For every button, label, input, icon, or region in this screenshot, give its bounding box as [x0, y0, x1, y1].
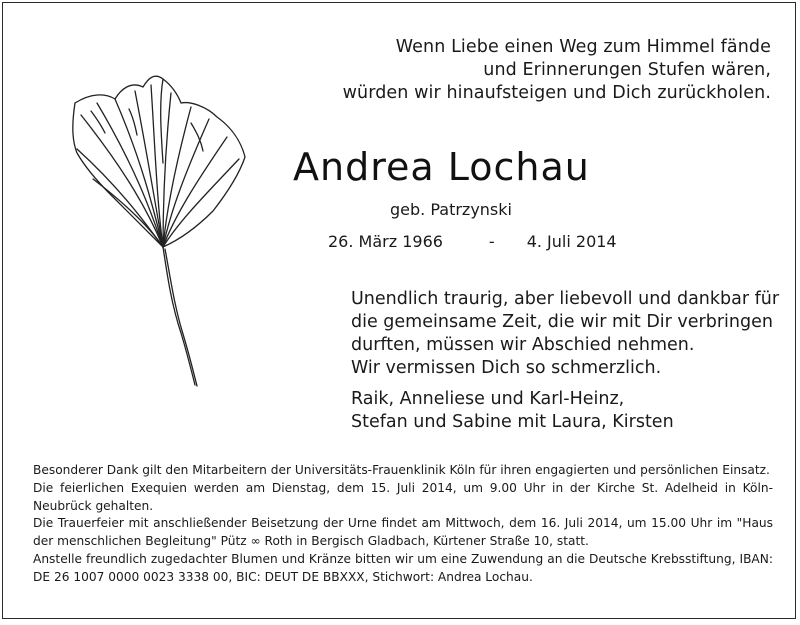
deceased-name: Andrea Lochau [293, 145, 590, 189]
poem-line: würden wir hinaufsteigen und Dich zurückholen. [342, 83, 771, 103]
poem-line: Wenn Liebe einen Weg zum Himmel fände [395, 37, 771, 57]
birth-name: geb. Patrzynski [390, 200, 512, 219]
mourning-line: Unendlich traurig, aber liebevoll und dankbar für [351, 289, 780, 309]
mourning-text [351, 288, 779, 380]
date-separator: - [488, 232, 495, 251]
mourners [351, 388, 674, 434]
mourners-line: Stefan und Sabine mit Laura, Kirsten [351, 412, 674, 432]
mourning-line: Wir vermissen Dich so schmerzlich. [351, 358, 662, 378]
mourners-line: Raik, Anneliese und Karl-Heinz, [351, 389, 625, 409]
poem [343, 36, 771, 105]
ginkgo-leaf-icon [31, 63, 266, 393]
mourning-line: die gemeinsame Zeit, die wir mit Dir verbringen [351, 312, 773, 332]
poem-line: und Erinnerungen Stufen wären, [483, 60, 771, 80]
donation-notice: Anstelle freundlich zugedachter Blumen und Kränze bitten wir um eine Zuwendung an die Deutsche Krebsstiftung, IBAN: DE 26 1007 0000 0023 3338 00, BIC: DEUT DE BBXXX, Stichwort: Andrea Lochau. [33, 551, 773, 584]
birth-date: 26. März 1966 [328, 232, 443, 251]
life-dates [328, 231, 617, 253]
ceremony-notice: Die Trauerfeier mit anschließender Beisetzung der Urne findet am Mittwoch, dem 16. Juli 2014, um 15.00 Uhr im "Haus der menschlichen Begleitung" Pütz ∞ Roth in Bergisch Gladbach, Kürtener Straße 10, statt. [33, 516, 773, 549]
obituary-card [2, 2, 796, 619]
death-date: 4. Juli 2014 [526, 232, 617, 251]
thanks-notice: Besonderer Dank gilt den Mitarbeitern der Universitäts-Frauenklinik Köln für ihren engagierten und persönlichen Einsatz. [33, 463, 770, 477]
mourning-line: durften, müssen wir Abschied nehmen. [351, 335, 695, 355]
footer-notices [33, 462, 773, 587]
exequies-notice: Die feierlichen Exequien werden am Dienstag, dem 15. Juli 2014, um 9.00 Uhr in der Kirche St. Adelheid in Köln-Neubrück gehalten. [33, 480, 773, 513]
